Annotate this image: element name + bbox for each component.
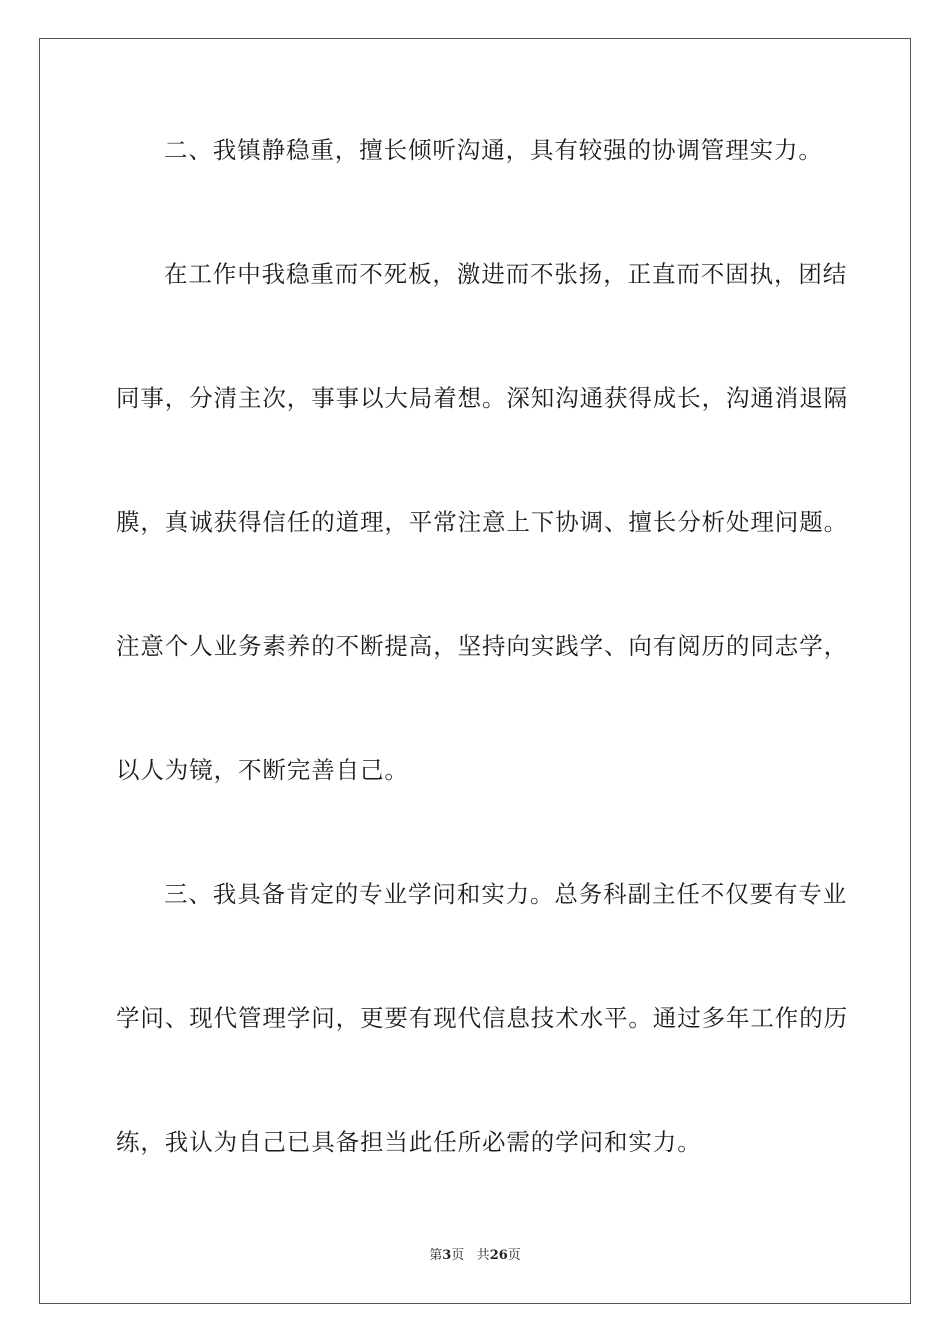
page-number: 3 xyxy=(442,1248,452,1263)
total-prefix: 共 xyxy=(476,1248,490,1263)
total-suffix: 页 xyxy=(507,1248,521,1263)
total-pages: 26 xyxy=(489,1248,508,1263)
paragraph-line: 三、我具备肯定的专业学问和实力。总务科副主任不仅要有专业 xyxy=(164,880,848,908)
page-prefix: 第 xyxy=(429,1248,443,1263)
paragraph-line: 学问、现代管理学问，更要有现代信息技术水平。通过多年工作的历 xyxy=(116,1004,848,1032)
paragraph-line: 二、我镇静稳重，擅长倾听沟通，具有较强的协调管理实力。 xyxy=(164,136,823,164)
paragraph-line: 以人为镜，不断完善自己。 xyxy=(116,756,409,784)
page-footer xyxy=(0,1247,950,1265)
paragraph-line: 膜，真诚获得信任的道理，平常注意上下协调、擅长分析处理问题。 xyxy=(116,508,848,536)
paragraph-line: 在工作中我稳重而不死板，激进而不张扬，正直而不固执，团结 xyxy=(164,260,848,288)
paragraph-line: 练，我认为自己已具备担当此任所必需的学问和实力。 xyxy=(116,1128,702,1156)
paragraph-line: 同事，分清主次，事事以大局着想。深知沟通获得成长，沟通消退隔 xyxy=(116,384,848,412)
page-border xyxy=(39,38,911,1304)
paragraph-line: 注意个人业务素养的不断提高，坚持向实践学、向有阅历的同志学， xyxy=(116,632,848,660)
page-suffix: 页 xyxy=(451,1248,465,1263)
